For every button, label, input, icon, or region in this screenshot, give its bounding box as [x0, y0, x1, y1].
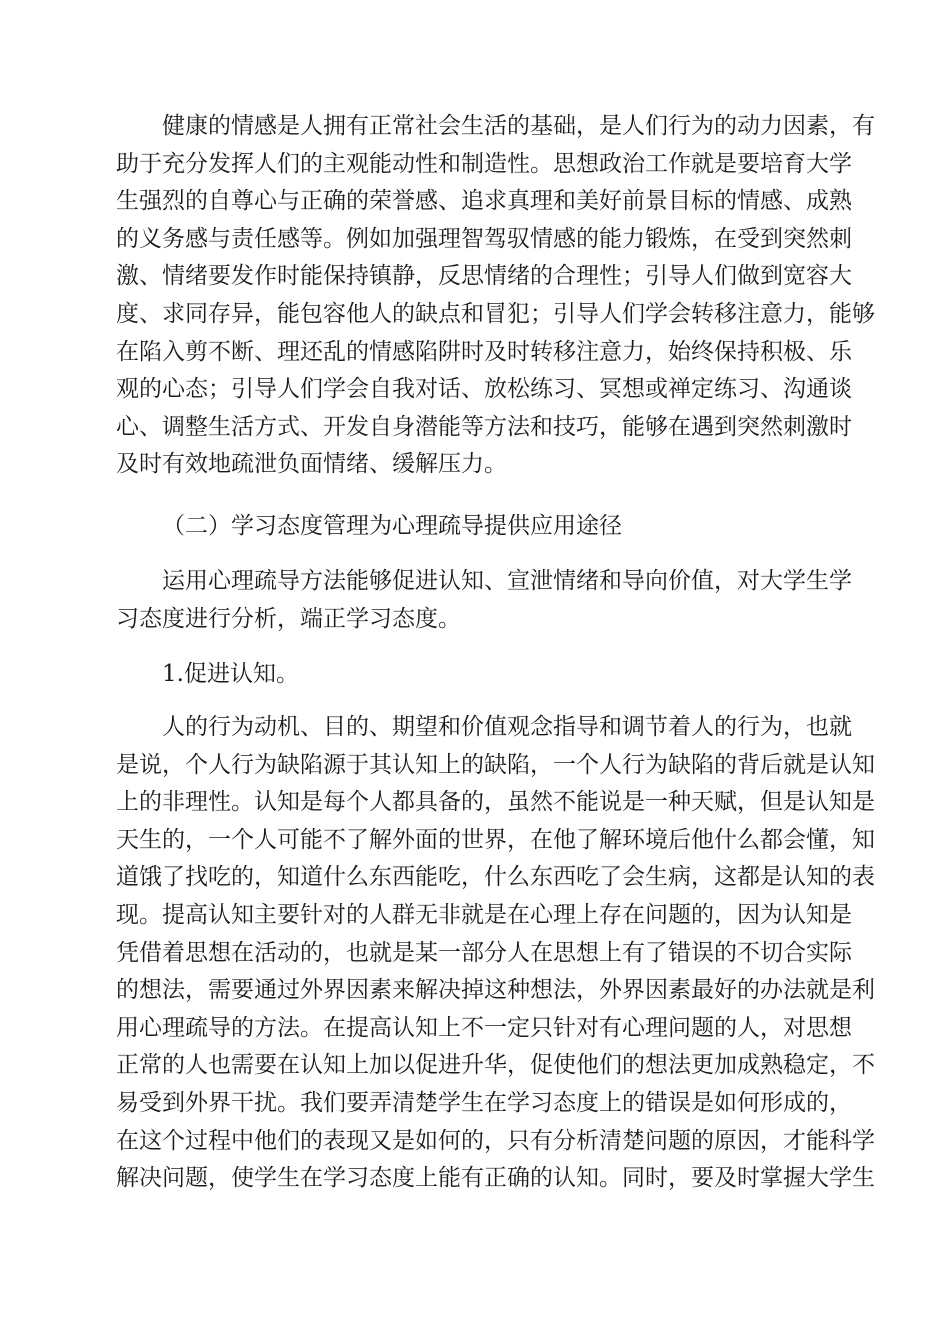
paragraph-line: 在陷入剪不断、理还乱的情感陷阱时及时转移注意力，始终保持积极、乐	[116, 338, 852, 365]
paragraph-line: 正常的人也需要在认知上加以促进升华，促使他们的想法更加成熟稳定，不	[116, 1052, 875, 1079]
paragraph-learning-attitude	[116, 563, 852, 638]
paragraph-line: 上的非理性。认知是每个人都具备的，虽然不能说是一种天赋，但是认知是	[116, 789, 875, 816]
paragraph-line: 健康的情感是人拥有正常社会生活的基础，是人们行为的动力因素，有	[162, 113, 875, 139]
paragraph-line: 运用心理疏导方法能够促进认知、宣泄情绪和导向价值，对大学生学	[162, 568, 852, 594]
paragraph-line: 道饿了找吃的，知道什么东西能吃，什么东西吃了会生病，这都是认知的表	[116, 864, 875, 891]
paragraph-line: 度、求同存异，能包容他人的缺点和冒犯；引导人们学会转移注意力，能够	[116, 300, 875, 327]
paragraph-line: 易受到外界干扰。我们要弄清楚学生在学习态度上的错误是如何形成的，	[116, 1089, 852, 1116]
paragraph-line: 是说，个人行为缺陷源于其认知上的缺陷，一个人行为缺陷的背后就是认知	[116, 751, 875, 778]
paragraph-line: 在这个过程中他们的表现又是如何的，只有分析清楚问题的原因，才能科学	[116, 1127, 875, 1154]
paragraph-line: 解决问题，使学生在学习态度上能有正确的认知。同时，要及时掌握大学生	[116, 1165, 875, 1192]
paragraph-line: 人的行为动机、目的、期望和价值观念指导和调节着人的行为，也就	[162, 714, 852, 740]
paragraph-line: 天生的，一个人可能不了解外面的世界，在他了解环境后他什么都会懂，知	[116, 826, 875, 853]
paragraph-line: 现。提高认知主要针对的人群无非就是在心理上存在问题的，因为认知是	[116, 901, 852, 928]
paragraph-line: 激、情绪要发作时能保持镇静，反思情绪的合理性；引导人们做到宽容大	[116, 263, 852, 290]
paragraph-line: 凭借着思想在活动的，也就是某一部分人在思想上有了错误的不切合实际	[116, 939, 852, 966]
paragraph-line: 及时有效地疏泄负面情绪、缓解压力。	[116, 451, 507, 478]
paragraph-emotion	[116, 108, 875, 484]
paragraph-line: 的想法，需要通过外界因素来解决掉这种想法，外界因素最好的办法就是利	[116, 977, 875, 1004]
subsection-heading: 1.促进认知。	[162, 661, 299, 687]
paragraph-line: 生强烈的自尊心与正确的荣誉感、追求真理和美好前景目标的情感、成熟	[116, 188, 852, 215]
paragraph-line: 观的心态；引导人们学会自我对话、放松练习、冥想或禅定练习、沟通谈	[116, 376, 852, 403]
paragraph-line: 的义务感与责任感等。例如加强理智驾驭情感的能力锻炼，在受到突然刺	[116, 225, 852, 252]
paragraph-line: 习态度进行分析，端正学习态度。	[116, 605, 461, 632]
paragraph-cognition	[116, 709, 875, 1198]
paragraph-line: 助于充分发挥人们的主观能动性和制造性。思想政治工作就是要培育大学	[116, 150, 852, 177]
section-heading: （二）学习态度管理为心理疏导提供应用途径	[162, 513, 622, 539]
paragraph-line: 用心理疏导的方法。在提高认知上不一定只针对有心理问题的人，对思想	[116, 1014, 852, 1041]
paragraph-line: 心、调整生活方式、开发自身潜能等方法和技巧，能够在遇到突然刺激时	[116, 413, 852, 440]
